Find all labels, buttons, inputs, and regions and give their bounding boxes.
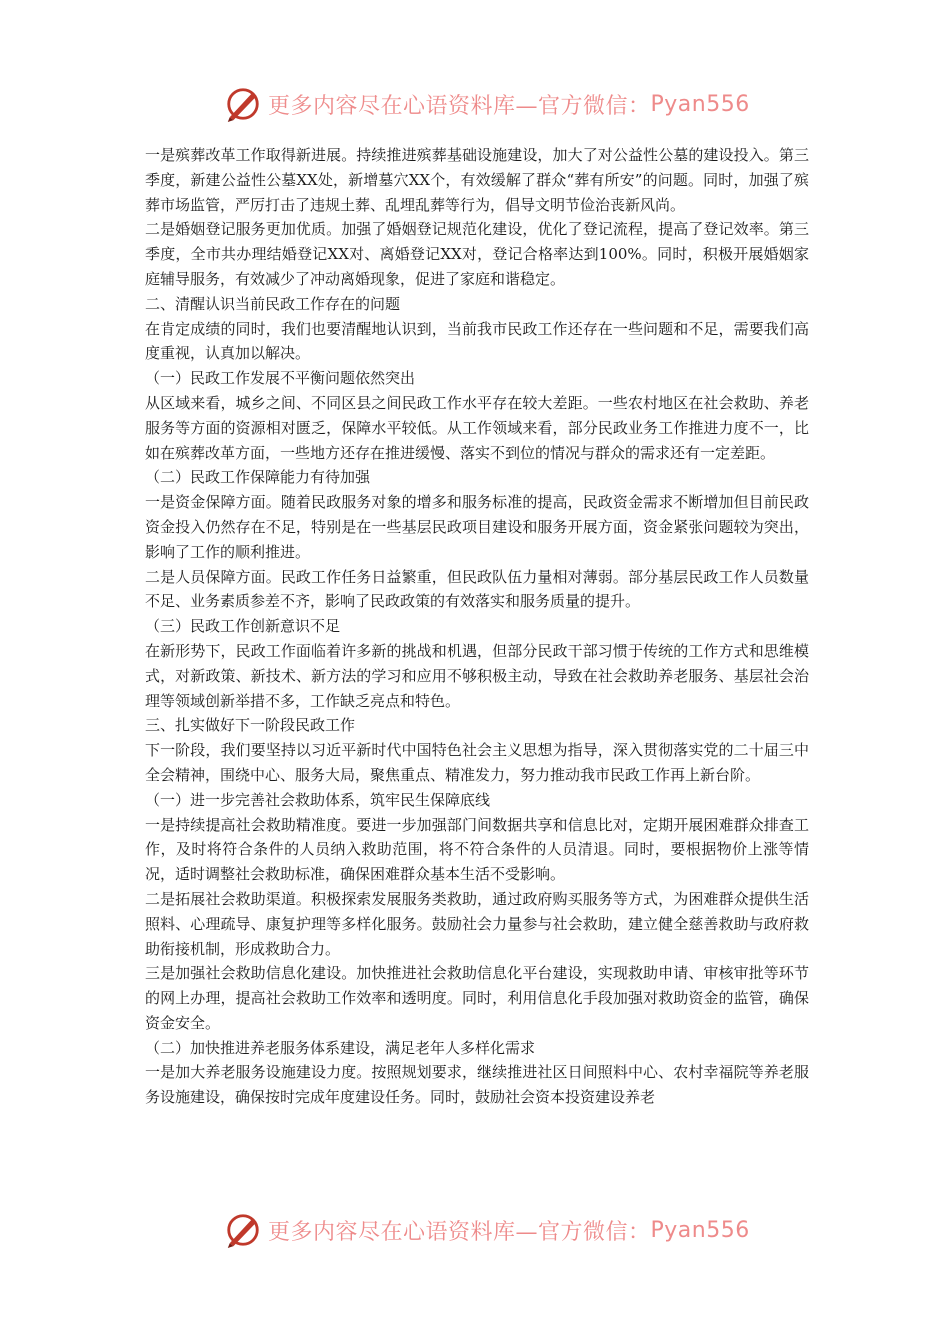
document-body bbox=[145, 143, 809, 1110]
paragraph: 在肯定成绩的同时，我们也要清醒地认识到，当前我市民政工作还存在一些问题和不足，需要我们高度重视，认真加以解决。 bbox=[145, 319, 809, 363]
paragraph: 下一阶段，我们要坚持以习近平新时代中国特色社会主义思想为指导，深入贯彻落实党的二十届三中全会精神，围绕中心、服务大局，聚焦重点、精准发力，努力推动我市民政工作再上新台阶。 bbox=[145, 741, 809, 784]
paragraph: 一是加大养老服务设施建设力度。按照规划要求，继续推进社区日间照料中心、农村幸福院等养老服务设施建设，确保按时完成年度建设任务。同时，鼓励社会资本投资建设养老 bbox=[145, 1063, 809, 1107]
paragraph: 一是资金保障方面。随着民政服务对象的增多和服务标准的提高，民政资金需求不断增加但目前民政资金投入仍然存在不足，特别是在一些基层民政项目建设和服务开展方面，资金紧张问题较为突出，影响了工作的顺利推进。 bbox=[145, 493, 809, 561]
section-heading: 二、清醒认识当前民政工作存在的问题 bbox=[145, 294, 401, 313]
section-heading: 三、扎实做好下一阶段民政工作 bbox=[145, 716, 356, 735]
paragraph: 一是持续提高社会救助精准度。要进一步加强部门间数据共享和信息比对，定期开展困难群众排查工作，及时将符合条件的人员纳入救助范围，将不符合条件的人员清退。同时，要根据物价上涨等情况，适时调整社会救助标准，确保困难群众基本生活不受影响。 bbox=[145, 815, 809, 884]
wechat-id: Pyan556 bbox=[650, 91, 750, 117]
pen-logo-icon bbox=[224, 1211, 262, 1249]
paragraph: 一是殡葬改革工作取得新进展。持续推进殡葬基础设施建设，加大了对公益性公墓的建设投入。第三季度，新建公益性公墓XX处，新增墓穴XX个，有效缓解了群众“葬有所安”的问题。同时，加强了殡葬市场监管，严厉打击了违规土葬、乱埋乱葬等行为，倡导文明节俭治丧新风尚。 bbox=[145, 146, 809, 214]
pen-logo-icon bbox=[224, 85, 262, 123]
subsection-heading: （一）民政工作发展不平衡问题依然突出 bbox=[145, 369, 416, 388]
paragraph: 从区域来看，城乡之间、不同区县之间民政工作水平存在较大差距。一些农村地区在社会救助、养老服务等方面的资源相对匮乏，保障水平较低。从工作领域来看，部分民政业务工作推进力度不一，比如在殡葬改革方面，一些地方还存在推进缓慢、落实不到位的情况与群众的需求还有一定差距。 bbox=[145, 393, 809, 462]
subsection-heading: （一）进一步完善社会救助体系，筑牢民生保障底线 bbox=[145, 790, 491, 809]
banner-text: 更多内容尽在心语资料库—官方微信： bbox=[268, 1219, 651, 1245]
subsection-heading: （二）加快推进养老服务体系建设，满足老年人多样化需求 bbox=[145, 1038, 536, 1057]
header-banner bbox=[0, 84, 950, 124]
wechat-id: Pyan556 bbox=[650, 1217, 750, 1243]
paragraph: 三是加强社会救助信息化建设。加快推进社会救助信息化平台建设，实现救助申请、审核审批等环节的网上办理，提高社会救助工作效率和透明度。同时，利用信息化手段加强对救助资金的监管，确保资金安全。 bbox=[145, 964, 809, 1032]
subsection-heading: （二）民政工作保障能力有待加强 bbox=[145, 468, 371, 487]
paragraph: 二是人员保障方面。民政工作任务日益繁重，但民政队伍力量相对薄弱。部分基层民政工作人员数量不足、业务素质参差不齐，影响了民政政策的有效落实和服务质量的提升。 bbox=[145, 567, 809, 611]
paragraph: 二是婚姻登记服务更加优质。加强了婚姻登记规范化建设，优化了登记流程，提高了登记效率。第三季度，全市共办理结婚登记XX对、离婚登记XX对，登记合格率达到100%。同时，积极开展婚姻家庭辅导服务，有效减少了冲动离婚现象，促进了家庭和谐稳定。 bbox=[145, 220, 809, 288]
subsection-heading: （三）民政工作创新意识不足 bbox=[145, 617, 341, 636]
paragraph: 在新形势下，民政工作面临着许多新的挑战和机遇，但部分民政干部习惯于传统的工作方式和思维模式，对新政策、新技术、新方法的学习和应用不够积极主动，导致在社会救助养老服务、基层社会治理等领域创新举措不多，工作缺乏亮点和特色。 bbox=[145, 641, 809, 710]
banner-text: 更多内容尽在心语资料库—官方微信： bbox=[268, 93, 651, 119]
paragraph: 二是拓展社会救助渠道。积极探索发展服务类救助，通过政府购买服务等方式，为困难群众提供生活照料、心理疏导、康复护理等多样化服务。鼓励社会力量参与社会救助，建立健全慈善救助与政府救助衔接机制，形成救助合力。 bbox=[145, 889, 809, 958]
footer-banner bbox=[0, 1210, 950, 1250]
